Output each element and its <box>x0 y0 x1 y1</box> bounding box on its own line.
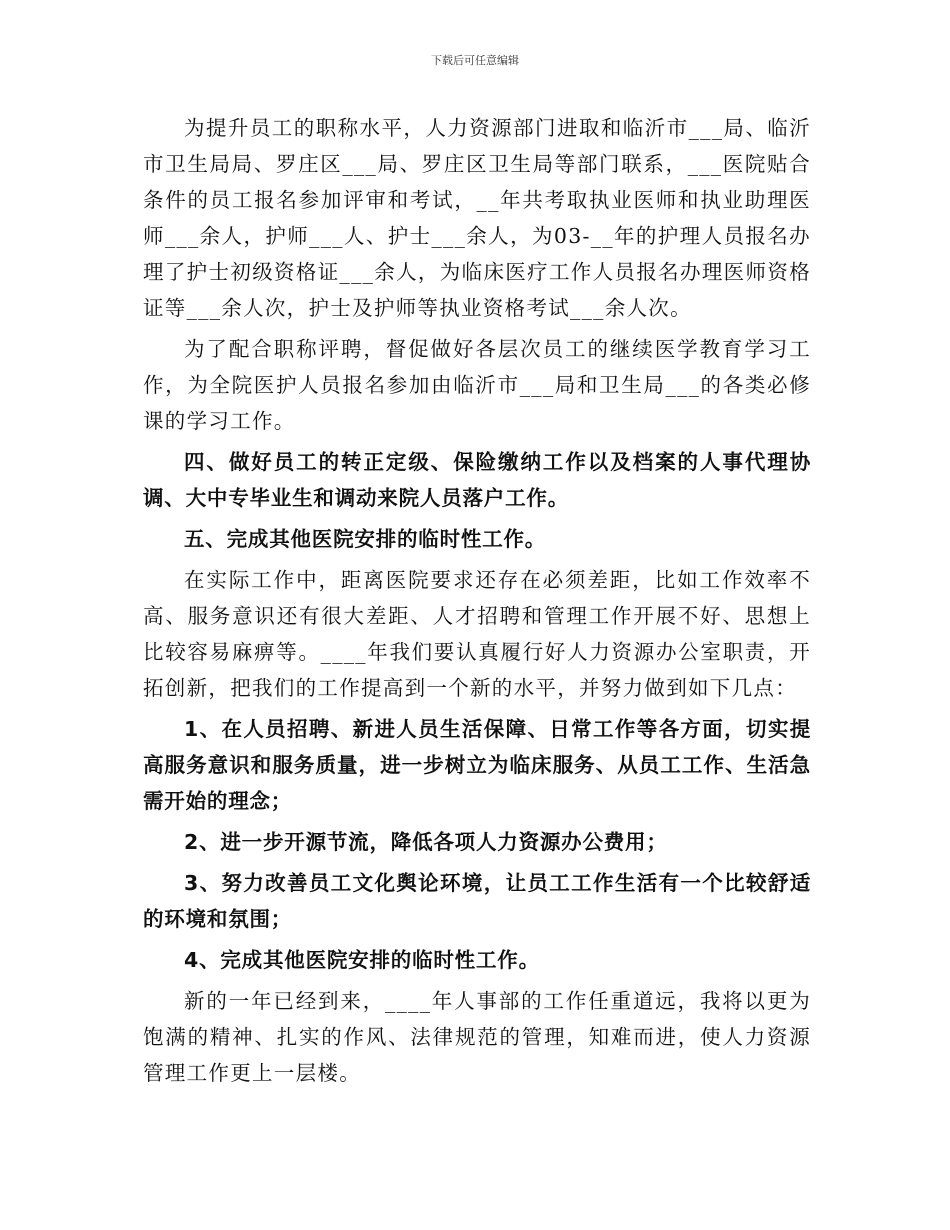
plan-item-1: 1、在人员招聘、新进人员生活保障、日常工作等各方面，切实提高服务意识和服务质量，进一步树立为临床服务、从员工工作、生活急需开始的理念； <box>143 717 811 813</box>
plan-item-3: 3、努力改善员工文化舆论环境，让员工工作生活有一个比较舒适的环境和氛围； <box>143 871 811 931</box>
plan-item-4: 4、完成其他医院安排的临时性工作。 <box>184 948 540 972</box>
page-header: 下载后可任意编辑 <box>431 54 519 67</box>
document-body <box>143 110 811 1096</box>
plan-item-2: 2、进一步开源节流，降低各项人力资源办公费用； <box>184 830 668 854</box>
paragraph-conclusion: 新的一年已经到来，____年人事部的工作任重道远，我将以更为饱满的精神、扎实的作风、法律规范的管理，知难而进，使人力资源管理工作更上一层楼。 <box>143 989 811 1085</box>
paragraph-shortcomings: 在实际工作中，距离医院要求还存在必须差距，比如工作效率不高、服务意识还有很大差距、人才招聘和管理工作开展不好、思想上比较容易麻痹等。____年我们要认真履行好人力资源办公室职责，开拓创新，把我们的工作提高到一个新的水平，并努力做到如下几点： <box>143 568 811 700</box>
section-heading-five: 五、完成其他医院安排的临时性工作。 <box>184 527 547 551</box>
paragraph-title-evaluation: 为提升员工的职称水平，人力资源部门进取和临沂市___局、临沂市卫生局局、罗庄区___局、罗庄区卫生局等部门联系，___医院贴合条件的员工报名参加评审和考试，__年共考取执业医师和执业助理医师___余人，护师___人、护士___余人，为03-__年的护理人员报名办理了护士初级资格证___余人，为临床医疗工作人员报名办理医师资格证等___余人次，护士及护师等执业资格考试___余人次。 <box>143 116 811 320</box>
section-heading-four: 四、做好员工的转正定级、保险缴纳工作以及档案的人事代理协调、大中专毕业生和调动来院人员落户工作。 <box>143 450 811 510</box>
paragraph-continuing-education: 为了配合职称评聘，督促做好各层次员工的继续医学教育学习工作，为全院医护人员报名参加由临沂市___局和卫生局___的各类必修课的学习工作。 <box>143 337 811 433</box>
